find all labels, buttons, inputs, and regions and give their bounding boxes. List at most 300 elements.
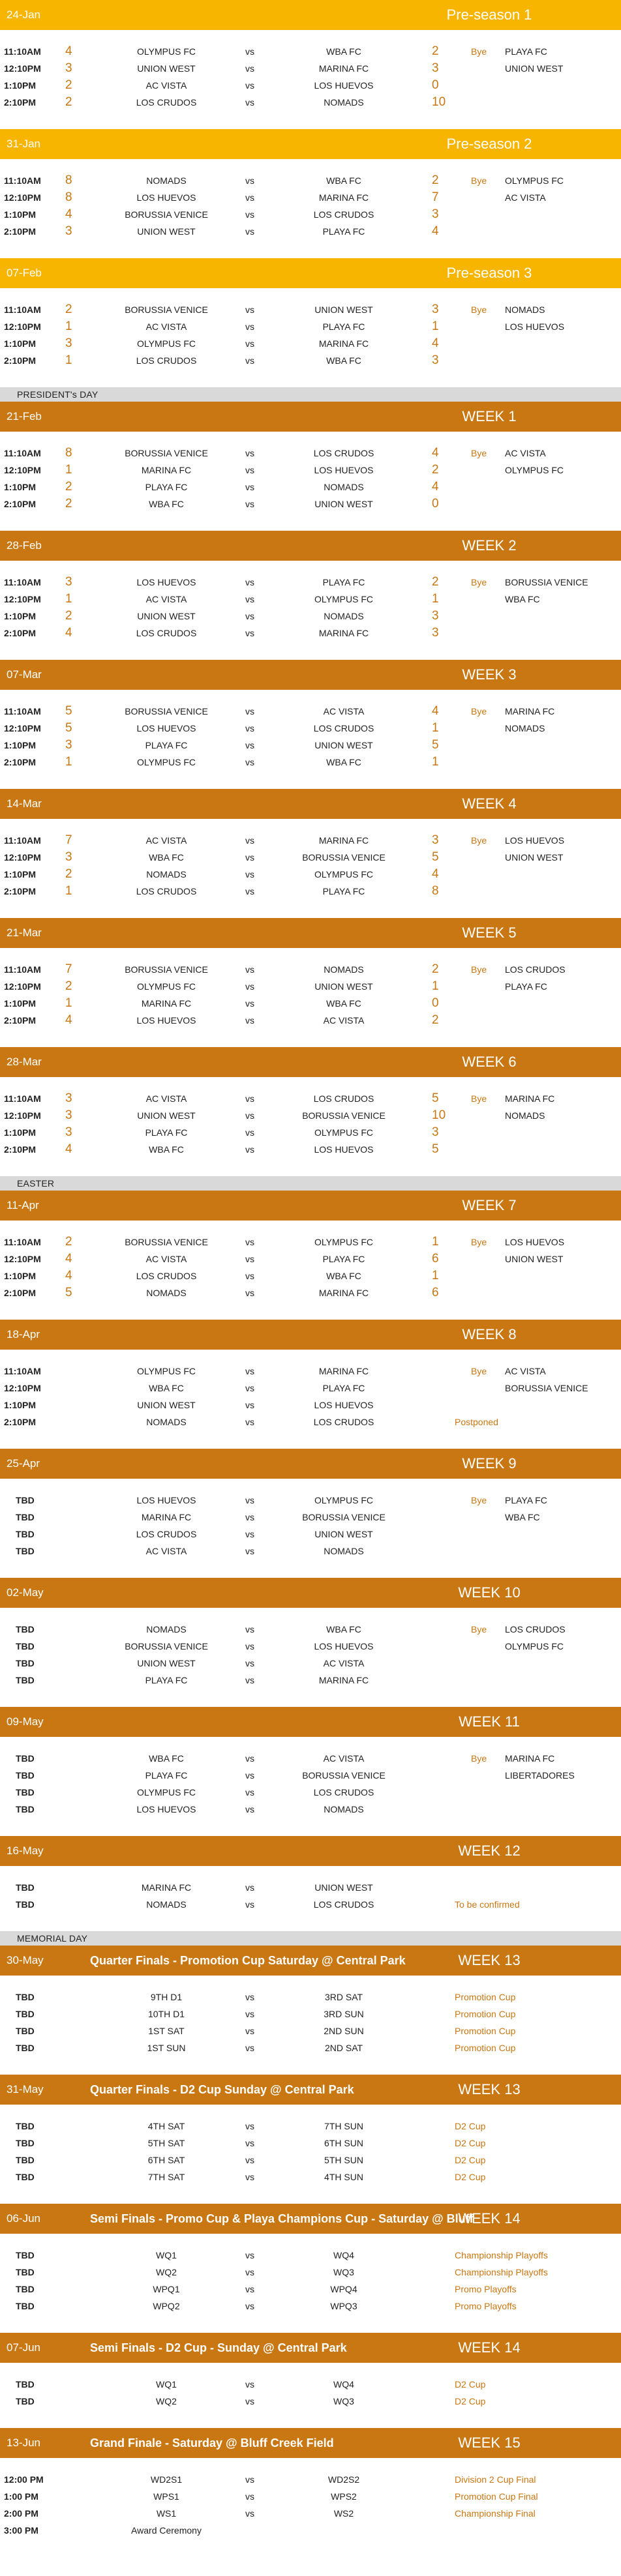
match-time: 12:10PM [4, 192, 41, 203]
match-row [0, 1509, 621, 1526]
match-note: Division 2 Cup Final [455, 2474, 536, 2485]
holiday-banner: PRESIDENT's DAY [0, 387, 621, 402]
away-score: 5 [432, 738, 439, 752]
versus-label: vs [245, 723, 254, 733]
away-team: OLYMPUS FC [314, 1495, 373, 1505]
away-team: WBA FC [326, 175, 361, 186]
match-time: 12:10PM [4, 1254, 41, 1264]
match-time: TBD [16, 2043, 35, 2053]
home-team: OLYMPUS FC [137, 1787, 196, 1798]
away-team: UNION WEST [314, 304, 373, 315]
bye-team: BORUSSIA VENICE [505, 1383, 588, 1393]
match-row [0, 335, 621, 352]
section-week-label: WEEK 10 [458, 1584, 521, 1601]
versus-label: vs [245, 192, 254, 203]
home-score: 4 [65, 207, 72, 221]
match-time: TBD [16, 1882, 35, 1893]
match-row [0, 1090, 621, 1107]
match-time: 1:10PM [4, 611, 37, 621]
bye-team: LIBERTADORES [505, 1770, 575, 1781]
versus-label: vs [245, 175, 254, 186]
home-team: 5TH SAT [147, 2138, 185, 2148]
bye-label: Bye [471, 577, 487, 587]
section-date: 30-May [7, 1954, 44, 1966]
match-row [0, 496, 621, 512]
match-list [0, 2105, 621, 2204]
home-team: OLYMPUS FC [137, 757, 196, 767]
home-team: MARINA FC [141, 998, 192, 1009]
home-team: NOMADS [146, 1288, 187, 1298]
home-score: 3 [65, 1091, 72, 1105]
schedule-section [0, 258, 621, 387]
match-row [0, 832, 621, 849]
home-score: 3 [65, 336, 72, 350]
bye-team: LOS CRUDOS [505, 964, 566, 975]
match-list [0, 1976, 621, 2075]
match-time: 1:10PM [4, 1127, 37, 1138]
match-time: TBD [16, 2267, 35, 2277]
away-team: LOS CRUDOS [313, 1417, 374, 1427]
section-subtitle: Quarter Finals - D2 Cup Sunday @ Central Park [90, 2083, 354, 2096]
versus-label: vs [245, 2474, 254, 2485]
match-time: 11:10AM [4, 835, 41, 846]
home-team: MARINA FC [141, 1882, 192, 1893]
versus-label: vs [245, 209, 254, 220]
match-list [0, 2234, 621, 2333]
match-time: 1:10PM [4, 482, 37, 492]
home-team: PLAYA FC [145, 740, 188, 750]
section-week-label: WEEK 12 [458, 1843, 521, 1859]
home-team: UNION WEST [137, 226, 196, 237]
home-team: AC VISTA [145, 594, 187, 604]
match-row [0, 2152, 621, 2169]
versus-label: vs [245, 998, 254, 1009]
home-team: NOMADS [146, 869, 187, 880]
match-row [0, 1621, 621, 1638]
match-time: TBD [16, 2284, 35, 2294]
match-time: 2:10PM [4, 1417, 37, 1427]
match-row [0, 1543, 621, 1560]
bye-team: AC VISTA [505, 192, 546, 203]
away-team: MARINA FC [318, 1288, 369, 1298]
home-score: 3 [65, 850, 72, 864]
home-score: 1 [65, 592, 72, 606]
versus-label: vs [245, 628, 254, 638]
match-time: 1:00 PM [4, 2491, 38, 2502]
match-row [0, 2393, 621, 2410]
versus-label: vs [245, 448, 254, 458]
away-team: LOS CRUDOS [313, 1899, 374, 1910]
section-date: 21-Feb [7, 410, 42, 422]
match-list [0, 1866, 621, 1931]
home-team: NOMADS [146, 1624, 187, 1635]
home-team: WBA FC [149, 1144, 184, 1155]
home-team: UNION WEST [137, 611, 196, 621]
away-score: 1 [432, 1269, 439, 1282]
match-row [0, 206, 621, 223]
match-note: D2 Cup [455, 2379, 486, 2390]
match-row [0, 2298, 621, 2315]
versus-label: vs [245, 594, 254, 604]
match-time: 2:00 PM [4, 2508, 38, 2519]
match-row [0, 1363, 621, 1380]
versus-label: vs [245, 1015, 254, 1026]
home-score: 3 [65, 575, 72, 589]
home-team: WPQ1 [153, 2284, 180, 2294]
away-team: LOS CRUDOS [313, 723, 374, 733]
bye-label: Bye [471, 1624, 487, 1635]
versus-label: vs [245, 1254, 254, 1264]
match-list [0, 159, 621, 258]
match-row [0, 2505, 621, 2522]
home-team: LOS CRUDOS [136, 628, 197, 638]
away-team: WQ3 [333, 2267, 354, 2277]
versus-label: vs [245, 2172, 254, 2182]
match-time: TBD [16, 2155, 35, 2165]
versus-label: vs [245, 2026, 254, 2036]
away-team: MARINA FC [318, 338, 369, 349]
match-time: 11:10AM [4, 1366, 41, 1376]
match-time: TBD [16, 1658, 35, 1668]
match-time: 2:10PM [4, 757, 37, 767]
section-date: 09-May [7, 1715, 44, 1728]
home-team: WQ1 [156, 2379, 177, 2390]
versus-label: vs [245, 1787, 254, 1798]
away-team: 5TH SUN [324, 2155, 363, 2165]
match-time: TBD [16, 2138, 35, 2148]
section-week-label: WEEK 5 [462, 925, 517, 941]
home-score: 5 [65, 721, 72, 735]
match-time: 11:10AM [4, 1237, 41, 1247]
home-score: 4 [65, 44, 72, 58]
home-team: WQ1 [156, 2250, 177, 2260]
home-score: 2 [65, 497, 72, 511]
match-row [0, 1267, 621, 1284]
away-score: 10 [432, 95, 446, 109]
home-score: 3 [65, 738, 72, 752]
home-score: 2 [65, 609, 72, 623]
section-date: 25-Apr [7, 1457, 40, 1470]
home-score: 4 [65, 1252, 72, 1266]
away-score: 3 [432, 609, 439, 623]
match-row [0, 189, 621, 206]
section-date: 18-Apr [7, 1328, 40, 1340]
match-row [0, 2488, 621, 2505]
match-time: 11:10AM [4, 46, 41, 57]
section-subtitle: Semi Finals - Promo Cup & Playa Champions Cup - Saturday @ Bluff [90, 2212, 474, 2225]
away-team: WQ4 [333, 2250, 354, 2260]
home-score: 3 [65, 1108, 72, 1122]
match-row [0, 2022, 621, 2039]
away-team: WPQ3 [330, 2301, 357, 2311]
match-list [0, 288, 621, 387]
home-score: 1 [65, 319, 72, 333]
match-row [0, 1750, 621, 1767]
bye-team: LOS HUEVOS [505, 321, 565, 332]
bye-team: OLYMPUS FC [505, 1641, 564, 1651]
away-team: UNION WEST [314, 981, 373, 992]
away-score: 1 [432, 592, 439, 606]
away-score: 2 [432, 173, 439, 187]
away-score: 4 [432, 224, 439, 238]
section-header [0, 2333, 621, 2363]
away-score: 4 [432, 480, 439, 494]
section-header [0, 1320, 621, 1350]
section-week-label: WEEK 4 [462, 795, 517, 812]
section-week-label: WEEK 13 [458, 1952, 521, 1968]
versus-label: vs [245, 355, 254, 366]
away-team: NOMADS [324, 97, 364, 108]
bye-team: NOMADS [505, 1110, 545, 1121]
match-row [0, 223, 621, 240]
match-time: TBD [16, 1899, 35, 1910]
away-team: WPS2 [331, 2491, 357, 2502]
home-score: 7 [65, 833, 72, 847]
section-header [0, 1449, 621, 1479]
home-score: 3 [65, 224, 72, 238]
match-time: 12:10PM [4, 723, 41, 733]
match-note: D2 Cup [455, 2138, 486, 2148]
home-score: 1 [65, 353, 72, 367]
match-time: TBD [16, 1641, 35, 1651]
match-time: 2:10PM [4, 226, 37, 237]
match-time: TBD [16, 1546, 35, 1556]
match-row [0, 352, 621, 369]
away-team: UNION WEST [314, 1529, 373, 1539]
section-week-label: Pre-season 2 [446, 136, 532, 152]
home-team: PLAYA FC [145, 1675, 188, 1685]
match-row [0, 737, 621, 754]
match-row [0, 866, 621, 883]
bye-team: PLAYA FC [505, 981, 547, 992]
section-week-label: WEEK 7 [462, 1197, 517, 1213]
match-time: 2:10PM [4, 1015, 37, 1026]
home-team: UNION WEST [137, 1400, 196, 1410]
home-team: UNION WEST [137, 1110, 196, 1121]
match-time: TBD [16, 1753, 35, 1764]
match-list [0, 1221, 621, 1320]
home-team: WBA FC [149, 1753, 184, 1764]
away-team: PLAYA FC [322, 1254, 365, 1264]
away-team: 2ND SAT [324, 2043, 363, 2053]
match-time: 11:10AM [4, 706, 41, 717]
bye-label: Bye [471, 706, 487, 717]
away-team: OLYMPUS FC [314, 1237, 373, 1247]
section-date: 06-Jun [7, 2212, 40, 2225]
home-score: 2 [65, 78, 72, 92]
away-score: 2 [432, 463, 439, 477]
home-team: UNION WEST [137, 63, 196, 74]
away-team: WQ4 [333, 2379, 354, 2390]
schedule-section [0, 2075, 621, 2204]
versus-label: vs [245, 1992, 254, 2002]
section-header [0, 918, 621, 948]
away-team: MARINA FC [318, 63, 369, 74]
away-score: 3 [432, 1125, 439, 1139]
section-header [0, 1191, 621, 1221]
away-team: NOMADS [324, 1804, 364, 1814]
home-team: WQ2 [156, 2396, 177, 2406]
match-time: 1:10PM [4, 998, 37, 1009]
match-time: TBD [16, 1770, 35, 1781]
away-team: NOMADS [324, 482, 364, 492]
versus-label: vs [245, 2267, 254, 2277]
bye-team: UNION WEST [505, 1254, 564, 1264]
versus-label: vs [245, 1271, 254, 1281]
match-row [0, 2522, 621, 2539]
section-date: 11-Apr [7, 1199, 39, 1211]
section-date: 28-Mar [7, 1056, 42, 1068]
match-list [0, 561, 621, 660]
home-score: 8 [65, 190, 72, 204]
bye-label: Bye [471, 1237, 487, 1247]
section-header [0, 1946, 621, 1976]
away-team: BORUSSIA VENICE [302, 1110, 386, 1121]
home-team: BORUSSIA VENICE [125, 964, 208, 975]
match-row [0, 1492, 621, 1509]
section-subtitle: Semi Finals - D2 Cup - Sunday @ Central Park [90, 2341, 347, 2354]
match-time: 2:10PM [4, 1144, 37, 1155]
match-time: 12:10PM [4, 594, 41, 604]
match-row [0, 2135, 621, 2152]
away-team: OLYMPUS FC [314, 594, 373, 604]
match-time: 12:10PM [4, 465, 41, 475]
away-score: 1 [432, 755, 439, 769]
away-score: 5 [432, 1091, 439, 1105]
schedule-section [0, 531, 621, 660]
home-team: LOS CRUDOS [136, 97, 197, 108]
home-team: NOMADS [146, 1899, 187, 1910]
home-team: MARINA FC [141, 465, 192, 475]
versus-label: vs [245, 852, 254, 863]
section-week-label: Pre-season 1 [446, 7, 532, 23]
schedule-section [0, 660, 621, 789]
away-team: 2ND SUN [324, 2026, 364, 2036]
versus-label: vs [245, 1641, 254, 1651]
match-time: TBD [16, 1787, 35, 1798]
bye-team: MARINA FC [505, 1753, 555, 1764]
home-score: 3 [65, 1125, 72, 1139]
section-header [0, 2204, 621, 2234]
match-time: 1:10PM [4, 740, 37, 750]
match-row [0, 703, 621, 720]
home-score: 5 [65, 1286, 72, 1299]
away-score: 2 [432, 1013, 439, 1027]
match-note: Championship Playoffs [455, 2250, 548, 2260]
versus-label: vs [245, 1675, 254, 1685]
home-team: OLYMPUS FC [137, 46, 196, 57]
home-team: AC VISTA [145, 1546, 187, 1556]
match-row [0, 978, 621, 995]
match-list [0, 1737, 621, 1836]
versus-label: vs [245, 499, 254, 509]
home-team: PLAYA FC [145, 482, 188, 492]
match-time: TBD [16, 1529, 35, 1539]
section-header [0, 129, 621, 159]
section-header [0, 258, 621, 288]
match-time: TBD [16, 1512, 35, 1522]
match-note: D2 Cup [455, 2121, 486, 2131]
match-note: Promotion Cup [455, 2026, 516, 2036]
match-time: 1:10PM [4, 1271, 37, 1281]
away-team: MARINA FC [318, 1366, 369, 1376]
away-score: 6 [432, 1252, 439, 1266]
versus-label: vs [245, 706, 254, 717]
match-note: Postponed [455, 1417, 498, 1427]
match-row [0, 1251, 621, 1267]
home-score: 7 [65, 962, 72, 976]
section-date: 31-May [7, 2083, 44, 2095]
bye-label: Bye [471, 1093, 487, 1104]
away-team: LOS CRUDOS [313, 1093, 374, 1104]
match-time: 12:10PM [4, 63, 41, 74]
match-row [0, 60, 621, 77]
bye-team: LOS HUEVOS [505, 1237, 565, 1247]
section-week-label: WEEK 3 [462, 666, 517, 683]
match-row [0, 1672, 621, 1689]
home-team: PLAYA FC [145, 1127, 188, 1138]
match-list [0, 2458, 621, 2557]
away-team: AC VISTA [323, 1015, 365, 1026]
section-subtitle: Grand Finale - Saturday @ Bluff Creek Field [90, 2436, 334, 2450]
match-time: TBD [16, 2009, 35, 2019]
section-header [0, 660, 621, 690]
versus-label: vs [245, 1366, 254, 1376]
away-team: UNION WEST [314, 499, 373, 509]
away-team: PLAYA FC [322, 226, 365, 237]
schedule-section [0, 918, 621, 1047]
section-date: 31-Jan [7, 138, 40, 150]
away-team: PLAYA FC [322, 1383, 365, 1393]
section-date: 13-Jun [7, 2436, 40, 2449]
versus-label: vs [245, 1127, 254, 1138]
match-row [0, 77, 621, 94]
section-date: 21-Mar [7, 926, 42, 939]
home-score: 1 [65, 884, 72, 898]
versus-label: vs [245, 1770, 254, 1781]
away-team: LOS HUEVOS [314, 1144, 374, 1155]
versus-label: vs [245, 1624, 254, 1635]
away-score: 6 [432, 1286, 439, 1299]
versus-label: vs [245, 2491, 254, 2502]
home-score: 4 [65, 1269, 72, 1282]
away-score: 1 [432, 979, 439, 993]
away-team: MARINA FC [318, 192, 369, 203]
match-time: 1:10PM [4, 338, 37, 349]
match-row [0, 318, 621, 335]
home-team: PLAYA FC [145, 1770, 188, 1781]
away-score: 3 [432, 626, 439, 640]
away-score: 4 [432, 336, 439, 350]
away-team: LOS CRUDOS [313, 209, 374, 220]
match-time: 12:10PM [4, 321, 41, 332]
match-time: TBD [16, 1804, 35, 1814]
bye-team: PLAYA FC [505, 46, 547, 57]
home-score: 4 [65, 626, 72, 640]
away-team: WBA FC [326, 1271, 361, 1281]
match-time: 1:10PM [4, 869, 37, 880]
away-score: 1 [432, 319, 439, 333]
home-team: AC VISTA [145, 80, 187, 91]
home-team: LOS HUEVOS [136, 1015, 196, 1026]
section-date: 07-Feb [7, 267, 42, 279]
home-team: LOS HUEVOS [136, 577, 196, 587]
bye-label: Bye [471, 964, 487, 975]
match-time: 11:10AM [4, 577, 41, 587]
section-week-label: WEEK 11 [459, 1713, 520, 1730]
match-row [0, 1380, 621, 1397]
versus-label: vs [245, 1899, 254, 1910]
